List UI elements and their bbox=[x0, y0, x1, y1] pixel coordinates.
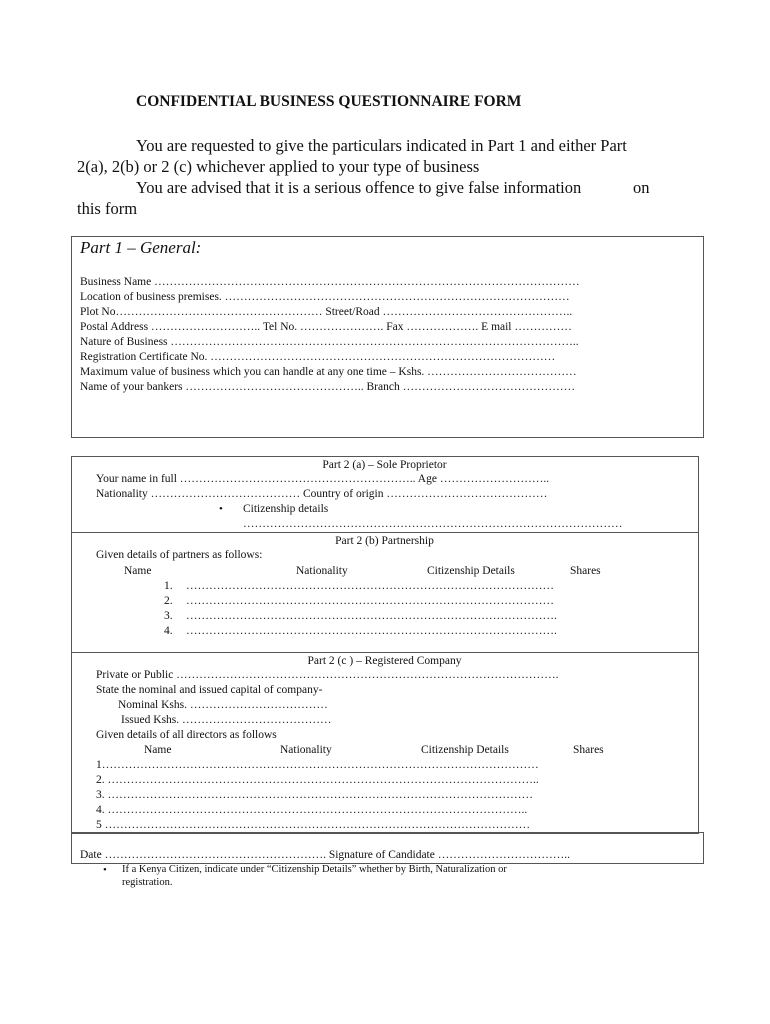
plot-street-field[interactable]: Plot No……………………………………………… Street/Road ………………………………………….. bbox=[80, 306, 573, 318]
intro-line-3: You are advised that it is a serious offence to give false information bbox=[136, 178, 582, 197]
col-nationality: Nationality bbox=[280, 744, 332, 756]
partners-intro: Given details of partners as follows: bbox=[96, 549, 263, 561]
director-row-field[interactable]: 5 ………………………………………………………………………………………………… bbox=[96, 819, 531, 831]
location-field[interactable]: Location of business premises. ……………………………………………………………………………… bbox=[80, 291, 570, 303]
full-name-age-field[interactable]: Your name in full …………………………………………………….. Age ……………………….. bbox=[96, 473, 550, 485]
director-row-field[interactable]: 4. ……………………………………………………………………………………………….. bbox=[96, 804, 528, 816]
partner-row-field[interactable]: ……………………………………………………………………………………. bbox=[186, 625, 557, 637]
col-name: Name bbox=[124, 565, 152, 577]
citizenship-field[interactable]: ……………………………………………………………………………………… bbox=[243, 518, 623, 530]
intro-line-3-end: on bbox=[633, 178, 650, 197]
capital-intro: State the nominal and issued capital of company- bbox=[96, 684, 323, 696]
footnote-line-2: registration. bbox=[122, 877, 173, 888]
partner-row-num: 3. bbox=[164, 610, 173, 622]
private-public-field[interactable]: Private or Public ………………………………………………………………………………………. bbox=[96, 669, 559, 681]
max-value-field[interactable]: Maximum value of business which you can handle at any one time – Kshs. ………………………………… bbox=[80, 366, 577, 378]
partner-row-num: 2. bbox=[164, 595, 173, 607]
footnote-line-1: If a Kenya Citizen, indicate under “Citizenship Details” whether by Birth, Naturalization or bbox=[122, 864, 507, 875]
date-signature-field[interactable]: Date …………………………………………………. Signature of Candidate …………………………….. bbox=[80, 849, 570, 861]
col-nationality: Nationality bbox=[296, 565, 348, 577]
divider-2a-2b bbox=[71, 532, 698, 533]
citizenship-label: Citizenship details bbox=[243, 503, 329, 515]
part2c-heading: Part 2 (c ) – Registered Company bbox=[307, 655, 462, 667]
bullet-icon: • bbox=[219, 503, 223, 515]
col-citizenship: Citizenship Details bbox=[421, 744, 509, 756]
partner-row-field[interactable]: …………………………………………………………………………………… bbox=[186, 580, 554, 592]
partner-row-field[interactable]: …………………………………………………………………………………… bbox=[186, 595, 554, 607]
col-citizenship: Citizenship Details bbox=[427, 565, 515, 577]
issued-capital-field[interactable]: Issued Kshs. ………………………………… bbox=[121, 714, 332, 726]
col-shares: Shares bbox=[570, 565, 601, 577]
col-name: Name bbox=[144, 744, 172, 756]
business-name-field[interactable]: Business Name ………………………………………………………………………………………………… bbox=[80, 276, 580, 288]
nominal-capital-field[interactable]: Nominal Kshs. ……………………………… bbox=[118, 699, 328, 711]
director-row-field[interactable]: 1…………………………………………………………………………………………………… bbox=[96, 759, 539, 771]
partner-row-field[interactable]: ……………………………………………………………………………………. bbox=[186, 610, 557, 622]
partner-row-num: 4. bbox=[164, 625, 173, 637]
partner-row-num: 1. bbox=[164, 580, 173, 592]
registration-field[interactable]: Registration Certificate No. ……………………………………………………………………………… bbox=[80, 351, 556, 363]
director-row-field[interactable]: 3. ………………………………………………………………………………………………… bbox=[96, 789, 533, 801]
part1-heading: Part 1 – General: bbox=[80, 238, 202, 257]
intro-line-2: 2(a), 2(b) or 2 (c) whichever applied to your type of business bbox=[77, 157, 480, 176]
bankers-field[interactable]: Name of your bankers ……………………………………….. Branch ……………………………………… bbox=[80, 381, 576, 393]
postal-contact-field[interactable]: Postal Address ……………………….. Tel No. …………………. Fax ………………. E mail …………… bbox=[80, 321, 572, 333]
intro-line-1: You are requested to give the particulars indicated in Part 1 and either Part bbox=[136, 136, 627, 155]
divider-2b-2c bbox=[71, 652, 698, 653]
nature-of-business-field[interactable]: Nature of Business …………………………………………………………………………………………….. bbox=[80, 336, 579, 348]
nationality-origin-field[interactable]: Nationality ………………………………… Country of origin …………………………………… bbox=[96, 488, 548, 500]
part2a-heading: Part 2 (a) – Sole Proprietor bbox=[322, 459, 447, 471]
director-row-field[interactable]: 2. ………………………………………………………………………………………………….. bbox=[96, 774, 539, 786]
col-shares: Shares bbox=[573, 744, 604, 756]
intro-line-4: this form bbox=[77, 199, 138, 218]
directors-intro: Given details of all directors as follows bbox=[96, 729, 277, 741]
part2b-heading: Part 2 (b) Partnership bbox=[335, 535, 434, 547]
page-title: CONFIDENTIAL BUSINESS QUESTIONNAIRE FORM bbox=[136, 93, 522, 110]
bullet-icon: • bbox=[103, 864, 107, 876]
